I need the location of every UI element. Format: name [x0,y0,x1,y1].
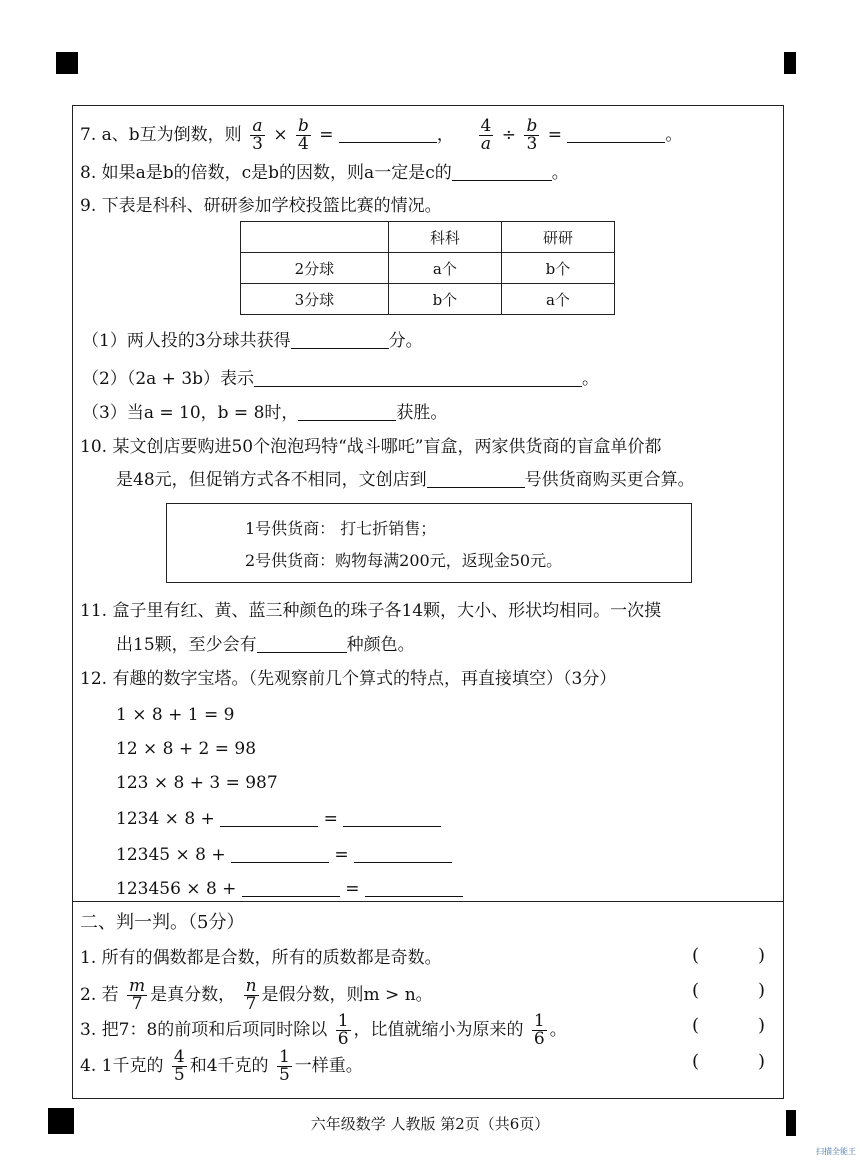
answer-blank[interactable] [343,808,441,827]
registration-mark-top-left [56,52,78,74]
registration-mark-top-right [784,52,796,74]
answer-blank[interactable] [354,844,452,863]
answer-paren-open[interactable]: ( [692,980,700,1001]
answer-blank[interactable] [298,402,396,421]
question-9: 9. 下表是科科、研研参加学校投篮比赛的情况。 [80,196,442,216]
answer-paren-close[interactable]: ) [758,1051,766,1072]
table-row: 科科 研研 [241,222,615,253]
answer-blank[interactable] [231,844,329,863]
fill-equation: 12345 × 8 + = [116,842,452,868]
answer-blank[interactable] [427,469,525,488]
page-footer: 六年级数学 人教版 第2页（共6页） [310,1115,550,1133]
supplier-2-offer: 2号供货商：购物每满200元，返现金50元。 [245,551,563,570]
judge-item-1: 1. 所有的偶数都是合数，所有的质数都是奇数。 [80,948,442,968]
answer-blank[interactable] [339,124,437,143]
question-7: 7. a、b互为倒数，则 $\frac{a}{3}$ × $\frac{b}{4}$ = ， $\frac{4}{a}$ ÷ $\frac{b}{3}$ = 。 [80,116,683,154]
question-11-line-2: 出15颗，至少会有 种颜色。 [116,635,415,655]
question-9-part-3: （3）当a = 10，b = 8时， 获胜。 [82,403,448,423]
answer-paren-open[interactable]: ( [692,1051,700,1072]
scanner-watermark: 扫描全能王 [816,1147,856,1156]
question-10-line-2: 是48元，但促销方式各不相同，文创店到 号供货商购买更合算。 [116,470,695,490]
answer-blank[interactable] [452,162,552,181]
answer-paren-close[interactable]: ) [758,1015,766,1036]
judge-item-3: 3. 把7：8的前项和后项同时除以 $\frac{1}{6}$ ，比值就缩小为原来的 $\frac{1}{6}$ 。 [80,1011,567,1049]
question-8: 8. 如果a是b的倍数，c是b的因数，则a一定是c的 。 [80,163,569,183]
answer-paren-close[interactable]: ) [758,945,766,966]
answer-blank[interactable] [254,368,582,387]
answer-paren-close[interactable]: ) [758,980,766,1001]
answer-blank[interactable] [365,878,463,897]
judge-item-4: 4. 1千克的 $\frac{4}{5}$ 和4千克的 $\frac{1}{5}$ 一样重。 [80,1047,363,1085]
answer-blank[interactable] [242,878,340,897]
supplier-offers-box [166,503,692,583]
section-title: 二、判一判。（5分） [80,912,245,933]
equation: 123 × 8 + 3 = 987 [116,773,278,793]
answer-paren-open[interactable]: ( [692,945,700,966]
equation: 12 × 8 + 2 = 98 [116,739,257,759]
supplier-1-offer: 1号供货商： 打七折销售； [245,519,437,538]
judge-item-2: 2. 若 $\frac{m}{7}$ 是真分数， $\frac{n}{7}$ 是假分数，则m > n。 [80,976,433,1014]
answer-paren-open[interactable]: ( [692,1015,700,1036]
question-9-part-2: （2）（2a + 3b）表示 。 [82,369,600,389]
table-row: 3分球 b个 a个 [241,284,615,315]
table-row: 2分球 a个 b个 [241,253,615,284]
question-10: 10. 某文创店要购进50个泡泡玛特“战斗哪吒”盲盒，两家供货商的盲盒单价都 [80,437,662,457]
answer-blank[interactable] [220,808,318,827]
answer-blank[interactable] [257,634,347,653]
answer-blank[interactable] [291,330,389,349]
question-9-part-1: （1）两人投的3分球共获得 分。 [82,331,423,351]
question-11: 11. 盒子里有红、黄、蓝三种颜色的珠子各14颗，大小、形状均相同。一次摸 [80,601,662,621]
fill-equation: 123456 × 8 + = [116,876,463,902]
score-table [240,221,615,315]
equation: 1 × 8 + 1 = 9 [116,705,235,725]
fill-equation: 1234 × 8 + = [116,806,441,832]
answer-blank[interactable] [567,124,665,143]
question-12: 12. 有趣的数字宝塔。（先观察前几个算式的特点，再直接填空）（3分） [80,669,617,689]
